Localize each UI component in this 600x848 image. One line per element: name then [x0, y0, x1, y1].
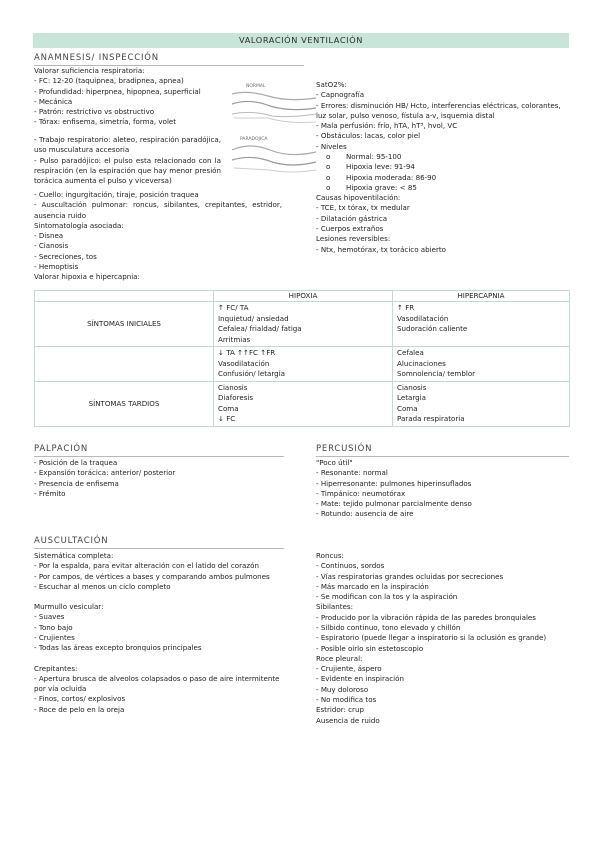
list-item: - Expansión torácica: anterior/ posterior — [34, 468, 176, 478]
text-line: - Evidente en inspiración — [316, 674, 404, 684]
text-line: - Se modifican con la tos y la aspiración — [316, 592, 458, 602]
hipoxia-cell: ↓ TA ↑↑FC ↑FR Vasodilatación Confusión/ letargia — [214, 347, 393, 381]
trabajo-respiratorio: - Trabajo respiratorio: aleteo, respiración paradójica, uso musculatura accesoria — [34, 135, 221, 155]
text-line: Estridor: crup — [316, 705, 364, 715]
text-line: Valorar hipoxia e hipercapnia: — [34, 272, 140, 282]
nivel-item: o Hipoxia leve: 91-94 — [326, 162, 415, 172]
text-line: - FC: 12-20 (taquipnea, bradipnea, apnea) — [34, 76, 184, 86]
text-line: - Ntx, hemotórax, tx torácico abierto — [316, 244, 447, 254]
text-line: - Capnografía — [316, 90, 365, 100]
bullet: o — [326, 182, 331, 192]
auscultacion-left — [34, 551, 304, 715]
table-header-row — [35, 291, 570, 302]
sketch-line — [232, 146, 316, 155]
list-item: - Mate: tejido pulmonar parcialmente denso — [316, 499, 472, 509]
list-item: - Presencia de enfisema — [34, 478, 119, 488]
text-line: Valorar suficiencia respiratoria: — [34, 66, 145, 75]
text-line: - Escuchar al menos un ciclo completo — [34, 581, 171, 591]
text-line: Roce pleural: — [316, 653, 363, 663]
list-item: - Resonante: normal — [316, 468, 388, 478]
sketch-line — [234, 118, 316, 123]
text-line: - No modifica tos — [316, 694, 377, 704]
list-item: "Poco útil" — [316, 458, 353, 467]
spacer — [34, 654, 304, 664]
hipercapnia-cell: Cianosis Letargia Coma Parada respiratoria — [393, 381, 570, 426]
text-line: - Por campos, de vértices a bases y comparando ambos pulmones — [34, 571, 270, 581]
text-line: - Cuerpos extraños — [316, 223, 384, 233]
nivel-item: o Normal: 95-100 — [326, 151, 402, 161]
text-line: Crepitantes: — [34, 663, 78, 673]
text-line: - Continuos, sordos — [316, 561, 385, 571]
text-line: - Mala perfusión: frío, hTA, hT³, hvol, VC — [316, 121, 458, 131]
text-line: - Muy doloroso — [316, 684, 369, 694]
table-row — [35, 302, 570, 347]
text-line: Sibilantes: — [316, 602, 353, 612]
text-line: - Niveles — [316, 141, 347, 151]
text-line: - Tono bajo — [34, 622, 73, 632]
anamnesis-column-lower — [34, 190, 284, 283]
list-item: - Posición de la traquea — [34, 458, 118, 467]
list-item: - Timpánico: neumotórax — [316, 488, 406, 498]
percusion-list — [316, 458, 569, 520]
text-line: - Obstáculos: lacas, color piel — [316, 131, 421, 141]
sketch-line — [232, 101, 316, 109]
bullet: o — [326, 172, 331, 182]
text-line: - Dilatación gástrica — [316, 213, 388, 223]
anamnesis-column-justified — [34, 135, 221, 186]
sketch-line — [234, 168, 316, 172]
text-line: - Más marcado en la inspiración — [316, 581, 429, 591]
text-line: Causas hipoventilación: — [316, 193, 401, 203]
page-title-banner — [33, 33, 569, 48]
auscultacion-right — [316, 551, 576, 726]
text-line: - Silbido continuo, tono elevado y chillón — [316, 622, 461, 632]
table-row — [35, 381, 570, 426]
row-label: SÍNTOMAS TARDIOS — [35, 381, 214, 426]
text-line: Murmullo vesicular: — [34, 602, 104, 612]
nivel-item: o Hipoxia moderada: 86-90 — [326, 172, 437, 182]
text-line: por vía ocluida — [34, 684, 87, 694]
anamnesis-column — [34, 66, 229, 128]
table-header: HIPERCAPNIA — [393, 291, 570, 302]
list-item: - Rotundo: ausencia de aire — [316, 509, 414, 519]
text-line: - Producido por la vibración rápida de las paredes bronquiales — [316, 612, 536, 622]
palpacion-title: PALPACIÓN — [34, 443, 284, 457]
text-line: - Vías respiratorias grandes ocluidas por secreciones — [316, 571, 504, 581]
text-line: - Posible oirlo sin estetoscopio — [316, 643, 424, 653]
auscultacion-title: AUSCULTACIÓN — [34, 535, 284, 549]
sketch-line — [232, 157, 316, 165]
list-item: - Frémito — [34, 488, 66, 498]
breathing-sketch — [228, 78, 318, 178]
cuello-line: - Cuello: ingurgitación, tiraje, posición traquea — [34, 190, 199, 199]
text-line: - Todas las áreas excepto bronquios principales — [34, 643, 202, 653]
sketch-label-normal: NORMAL — [246, 84, 266, 89]
text-line: - Apertura brusca de alveolos colapsados o paso de aire intermitente — [34, 673, 280, 683]
nivel-item: o Hipoxia grave: < 85 — [326, 182, 417, 192]
text-line: - Disnea — [34, 231, 64, 241]
table-header — [35, 291, 214, 302]
sketch-line — [232, 112, 316, 116]
text-line: luz solar, pulso venoso, fístula a-v, isquemia distal — [316, 110, 495, 120]
spacer — [34, 592, 304, 602]
text-line: SatO2%: — [316, 80, 347, 89]
row-label: SÍNTOMAS INICIALES — [35, 302, 214, 347]
text-line: - Errores: disminución HB/ Hcto, interferencias eléctricas, colorantes, — [316, 100, 561, 110]
hipoxia-cell: ↑ FC/ TA Inquietud/ ansiedad Cefalea/ frialdad/ fatiga Arritmias — [214, 302, 393, 347]
text-line: - Tórax: enfisema, simetría, forma, volet — [34, 117, 177, 127]
text-line: - Mecánica — [34, 96, 73, 106]
text-line: Ausencia de ruido — [316, 715, 380, 725]
bullet: o — [326, 162, 331, 172]
text-line: - TCE, tx tórax, tx medular — [316, 203, 410, 213]
anamnesis-title: ANAMNESIS/ INSPECCIÓN — [34, 52, 304, 66]
hipercapnia-cell: Cefalea Alucinaciones Somnolencia/ temblor — [393, 347, 570, 381]
sato2-column — [316, 80, 576, 255]
text-line: - Por la espalda, para evitar alteración con el latido del corazón — [34, 561, 259, 571]
text-line: - Hemoptisis — [34, 261, 79, 271]
sketch-label-paradojica: PARADOJICA — [240, 137, 268, 142]
text-line: Sintomatología asociada: — [34, 220, 124, 230]
auscultacion-pulmonar: - Auscultación pulmonar: roncus, sibilantes, crepitantes, estridor, ausencia ruido — [34, 200, 282, 220]
pulso-paradojico: - Pulso paradójico: el pulso esta relacionado con la respiración (en la espiración que hay menor presión torácica aumenta el pulso y viceversa) — [34, 155, 221, 186]
text-line: - Secreciones, tos — [34, 251, 97, 261]
table-header: HIPOXIA — [214, 291, 393, 302]
hipoxia-hipercapnia-table — [34, 290, 570, 427]
palpacion-list — [34, 458, 284, 499]
text-line: - Roce de pelo en la oreja — [34, 704, 125, 714]
table-row — [35, 347, 570, 381]
row-label — [35, 347, 214, 381]
hipoxia-cell: Cianosis Diaforesis Coma ↓ FC — [214, 381, 393, 426]
percusion-title: PERCUSIÓN — [316, 443, 569, 457]
text-line: Sistemática completa: — [34, 551, 114, 560]
sketch-line — [232, 92, 316, 99]
list-item: - Hiperresonante: pulmones hiperinsuflados — [316, 478, 472, 488]
text-line: - Cianosis — [34, 241, 69, 251]
text-line: - Suaves — [34, 612, 65, 622]
text-line: - Profundidad: hiperpnea, hipopnea, superficial — [34, 86, 201, 96]
text-line: - Finos, cortos/ explosivos — [34, 694, 126, 704]
hipercapnia-cell: ↑ FR Vasodilatación Sudoración caliente — [393, 302, 570, 347]
text-line: - Crujientes — [34, 632, 75, 642]
text-line: - Patrón: restrictivo vs obstructivo — [34, 107, 155, 117]
text-line: Roncus: — [316, 551, 344, 560]
text-line: - Espiratorio (puede llegar a inspiratorio si la oclusión es grande) — [316, 633, 547, 643]
bullet: o — [326, 151, 331, 161]
text-line: Lesiones reversibles: — [316, 234, 391, 244]
text-line: - Crujiente, áspero — [316, 664, 382, 674]
page-title: VALORACIÓN VENTILACIÓN — [239, 35, 363, 45]
